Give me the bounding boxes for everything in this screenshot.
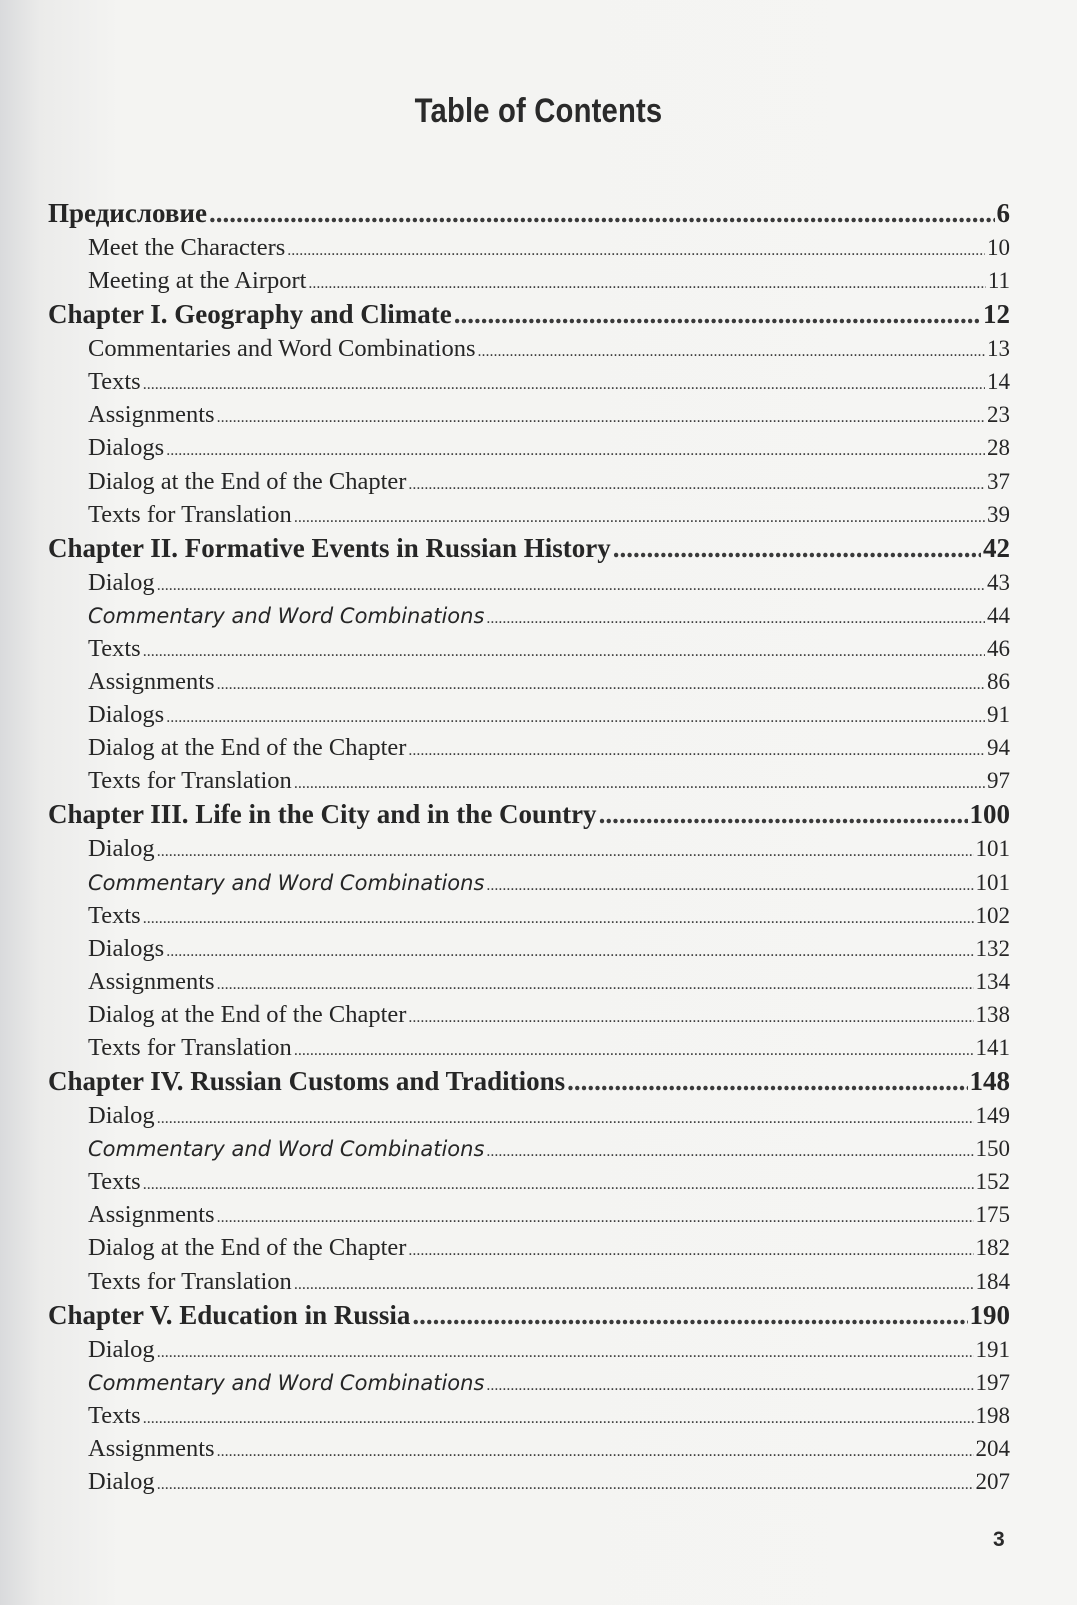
chapter-title: Chapter II. Formative Events in Russian History [48, 532, 611, 563]
toc-chapter [48, 1298, 1010, 1498]
toc-entry [48, 599, 1010, 632]
dot-leader [412, 1298, 967, 1333]
dot-leader [157, 1102, 974, 1135]
toc-entry [48, 932, 1010, 965]
entry-page-number: 44 [987, 602, 1010, 628]
dot-leader [217, 1435, 974, 1468]
page-number: 3 [993, 1528, 1005, 1551]
entry-label: Commentaries and Word Combinations [88, 335, 476, 363]
dot-leader [287, 234, 985, 267]
toc-entry [48, 1165, 1010, 1198]
entry-page-number: 138 [975, 1001, 1010, 1027]
entry-page-number: 91 [987, 702, 1010, 728]
entry-label: Dialogs [88, 934, 165, 962]
toc-entry [48, 1432, 1010, 1465]
entry-page-number: 13 [987, 336, 1010, 362]
toc-entry [48, 764, 1010, 797]
entry-page-number: 182 [975, 1235, 1010, 1261]
toc-chapter [48, 1064, 1010, 1298]
dot-leader [294, 767, 985, 800]
toc-entry [48, 231, 1010, 264]
toc-entry [48, 632, 1010, 665]
entry-label: Dialog [88, 1335, 155, 1363]
dot-leader [454, 297, 981, 332]
entry-page-number: 132 [975, 935, 1010, 961]
dot-leader [613, 531, 981, 566]
entry-label: Dialogs [88, 701, 165, 729]
entry-label: Dialog [88, 1102, 155, 1130]
toc-entry [48, 832, 1010, 865]
entry-page-number: 101 [975, 869, 1010, 895]
toc-chapter [48, 797, 1010, 1064]
entry-label: Meeting at the Airport [88, 267, 307, 295]
toc-entry [48, 1399, 1010, 1432]
chapter-heading-row [48, 297, 1010, 332]
entry-page-number: 28 [987, 435, 1010, 461]
toc-chapter [48, 531, 1010, 798]
entry-page-number: 97 [987, 768, 1010, 794]
dot-leader [143, 635, 985, 668]
entry-label: Commentary and Word Combinations [88, 870, 485, 895]
chapter-page-number: 6 [996, 198, 1010, 228]
toc-entry [48, 1333, 1010, 1366]
chapter-title: Chapter I. Geography and Climate [48, 299, 452, 330]
entry-page-number: 10 [987, 235, 1010, 260]
entry-label: Texts [88, 368, 141, 396]
dot-leader [486, 1135, 973, 1168]
chapter-heading-row [48, 196, 1010, 231]
entry-label: Dialogs [88, 434, 165, 462]
entry-label: Texts for Translation [88, 767, 292, 795]
toc-entry [48, 398, 1010, 431]
entry-page-number: 150 [975, 1136, 1010, 1162]
entry-page-number: 141 [975, 1034, 1010, 1060]
entry-label: Dialog at the End of the Chapter [88, 467, 407, 495]
entry-label: Assignments [88, 967, 215, 995]
dot-leader [166, 434, 985, 467]
toc-entry [48, 498, 1010, 531]
entry-label: Dialog [88, 1468, 155, 1495]
chapter-title: Chapter V. Education in Russia [48, 1299, 411, 1330]
toc-chapter [48, 196, 1010, 297]
toc-entry [48, 365, 1010, 398]
entry-label: Texts for Translation [88, 500, 292, 528]
chapter-page-number: 190 [969, 1299, 1010, 1330]
dot-leader [157, 1336, 974, 1369]
entry-label: Assignments [88, 1434, 215, 1462]
dot-leader [166, 701, 985, 734]
chapter-heading-row [48, 1298, 1010, 1333]
entry-label: Texts [88, 1168, 141, 1196]
dot-leader [157, 835, 974, 868]
dot-leader [408, 734, 985, 767]
dot-leader [217, 668, 985, 701]
toc-entry [48, 665, 1010, 698]
entry-page-number: 198 [975, 1402, 1010, 1428]
entry-label: Texts [88, 901, 141, 929]
entry-page-number: 175 [975, 1202, 1010, 1228]
chapter-title: Chapter III. Life in the City and in the Country [48, 799, 597, 830]
dot-leader [294, 1034, 974, 1067]
chapter-title: Предисловие [48, 198, 207, 228]
toc-entry [48, 698, 1010, 731]
chapter-heading-row [48, 797, 1010, 832]
entry-label: Texts [88, 1401, 141, 1429]
toc-entry [48, 1366, 1010, 1399]
entry-label: Dialog at the End of the Chapter [88, 1000, 407, 1028]
entry-page-number: 23 [987, 402, 1010, 428]
entry-page-number: 204 [975, 1435, 1010, 1461]
dot-leader [408, 468, 985, 501]
toc-entry [48, 431, 1010, 464]
toc-entry [48, 998, 1010, 1031]
entry-page-number: 102 [975, 902, 1010, 928]
entry-page-number: 46 [987, 635, 1010, 661]
chapter-heading-row [48, 1064, 1010, 1099]
entry-page-number: 207 [975, 1469, 1010, 1494]
toc-entry [48, 465, 1010, 498]
entry-page-number: 149 [975, 1103, 1010, 1129]
dot-leader [486, 1369, 973, 1402]
entry-label: Assignments [88, 401, 215, 429]
toc-entry [48, 1099, 1010, 1132]
dot-leader [143, 1402, 974, 1435]
entry-page-number: 184 [975, 1268, 1010, 1294]
entry-page-number: 94 [987, 735, 1010, 761]
dot-leader [478, 335, 986, 368]
toc-entry [48, 264, 1010, 297]
entry-page-number: 14 [987, 369, 1010, 395]
entry-page-number: 37 [987, 468, 1010, 494]
dot-leader [567, 1064, 967, 1099]
toc-entry [48, 1465, 1010, 1498]
entry-page-number: 43 [987, 569, 1010, 595]
chapter-heading-row [48, 531, 1010, 566]
page-title: Table of Contents [414, 92, 663, 130]
chapter-page-number: 42 [983, 532, 1010, 563]
chapter-page-number: 148 [969, 1066, 1010, 1097]
dot-leader [143, 902, 974, 935]
dot-leader [157, 569, 985, 602]
entry-page-number: 134 [975, 968, 1010, 994]
toc-entry [48, 866, 1010, 899]
dot-leader [209, 196, 995, 231]
entry-page-number: 86 [987, 669, 1010, 695]
dot-leader [294, 1268, 974, 1301]
table-of-contents [48, 196, 1010, 1498]
dot-leader [217, 968, 974, 1001]
entry-page-number: 152 [975, 1169, 1010, 1195]
entry-label: Dialog at the End of the Chapter [88, 734, 407, 762]
entry-label: Meet the Characters [88, 234, 286, 261]
dot-leader [157, 1468, 974, 1501]
chapter-title: Chapter IV. Russian Customs and Traditions [48, 1066, 566, 1097]
dot-leader [217, 1201, 974, 1234]
entry-label: Assignments [88, 1201, 215, 1229]
entry-label: Commentary and Word Combinations [88, 1137, 485, 1162]
entry-label: Assignments [88, 668, 215, 696]
entry-page-number: 39 [987, 501, 1010, 527]
toc-entry [48, 899, 1010, 932]
toc-entry [48, 1265, 1010, 1298]
dot-leader [143, 1168, 974, 1201]
entry-label: Texts [88, 634, 141, 662]
chapter-page-number: 12 [983, 299, 1010, 330]
toc-chapter [48, 297, 1010, 531]
entry-label: Dialog [88, 568, 155, 596]
toc-entry [48, 731, 1010, 764]
dot-leader [308, 267, 985, 300]
dot-leader [294, 501, 985, 534]
chapter-page-number: 100 [969, 799, 1010, 830]
dot-leader [486, 869, 973, 902]
toc-entry [48, 1132, 1010, 1165]
entry-page-number: 197 [975, 1369, 1010, 1395]
entry-label: Commentary and Word Combinations [88, 1370, 485, 1395]
dot-leader [166, 935, 973, 968]
entry-label: Commentary and Word Combinations [88, 603, 485, 628]
toc-entry [48, 965, 1010, 998]
entry-label: Texts for Translation [88, 1267, 292, 1295]
dot-leader [599, 797, 968, 832]
entry-label: Dialog [88, 835, 155, 863]
entry-label: Texts for Translation [88, 1033, 292, 1061]
dot-leader [217, 401, 985, 434]
toc-entry [48, 332, 1010, 365]
toc-entry [48, 1031, 1010, 1064]
entry-page-number: 101 [975, 836, 1010, 862]
toc-entry [48, 1198, 1010, 1231]
dot-leader [408, 1234, 973, 1267]
toc-entry [48, 566, 1010, 599]
toc-entry [48, 1231, 1010, 1264]
dot-leader [486, 602, 985, 635]
dot-leader [143, 368, 985, 401]
entry-page-number: 11 [987, 268, 1010, 294]
dot-leader [408, 1001, 973, 1034]
entry-page-number: 191 [975, 1336, 1010, 1362]
entry-label: Dialog at the End of the Chapter [88, 1234, 407, 1262]
